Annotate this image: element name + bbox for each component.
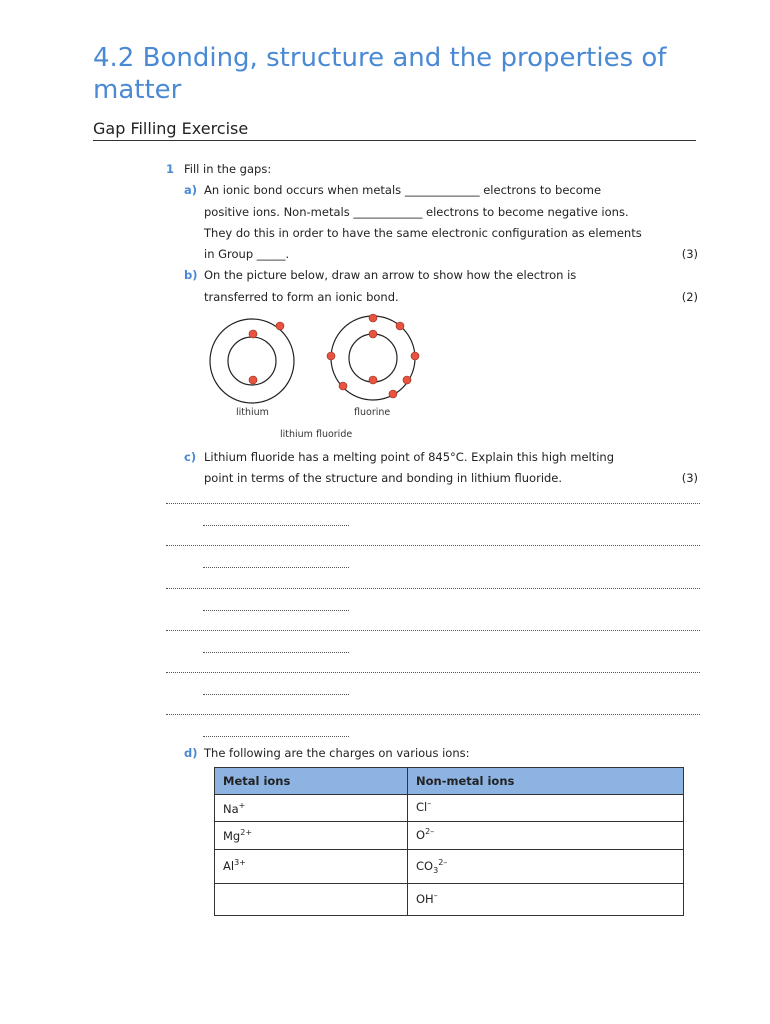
fluorine-label: fluorine xyxy=(354,407,391,418)
lithium-electron xyxy=(249,376,257,384)
non-metal-ion-cell xyxy=(408,822,684,850)
answer-line[interactable] xyxy=(203,736,349,737)
lithium-label: lithium xyxy=(236,407,269,418)
part-b-label: b) xyxy=(184,268,198,282)
lithium-electron xyxy=(249,330,257,338)
ion-symbol: Na xyxy=(223,801,239,816)
part-b-marks: (2) xyxy=(681,290,698,304)
lithium-outer-electron xyxy=(276,322,284,330)
answer-line[interactable] xyxy=(166,630,700,631)
table-row xyxy=(215,884,684,916)
ion-symbol: O xyxy=(416,827,426,842)
part-c-label: c) xyxy=(184,450,197,464)
ion-charges-table xyxy=(214,767,684,916)
fluorine-inner-shell xyxy=(349,334,397,382)
answer-line[interactable] xyxy=(203,694,349,695)
part-d-text: The following are the charges on various ions: xyxy=(204,746,470,760)
fluorine-outer-electron xyxy=(369,314,377,322)
table-header-row xyxy=(215,768,684,795)
part-a-line-1: An ionic bond occurs when metals _____________ electrons to become xyxy=(204,183,602,197)
ion-charge: + xyxy=(238,800,246,810)
ion-symbol: OH xyxy=(416,891,434,906)
part-c-marks: (3) xyxy=(681,471,698,485)
ion-charge: 2– xyxy=(425,826,435,836)
part-c-line-2: point in terms of the structure and bonding in lithium fluoride. xyxy=(204,471,563,485)
header-non-metal-ions: Non-metal ions xyxy=(408,768,684,795)
part-a-line-4: in Group _____. xyxy=(204,247,290,261)
answer-line[interactable] xyxy=(166,545,700,546)
part-b-line-2: transferred to form an ionic bond. xyxy=(204,290,399,304)
part-d-label: d) xyxy=(184,746,198,760)
metal-ion-cell xyxy=(215,795,408,822)
ion-subscript: 3 xyxy=(433,866,439,876)
fluorine-electron xyxy=(369,376,377,384)
header-metal-ions: Metal ions xyxy=(215,768,408,795)
ion-charge: – xyxy=(427,799,432,809)
answer-line[interactable] xyxy=(203,525,349,526)
answer-line[interactable] xyxy=(203,610,349,611)
question-number: 1 xyxy=(166,162,175,176)
metal-ion-cell xyxy=(215,884,408,916)
metal-ion-cell xyxy=(215,850,408,884)
ion-symbol: Cl xyxy=(416,800,428,815)
fluorine-outer-electron xyxy=(411,352,419,360)
answer-line[interactable] xyxy=(166,588,700,589)
ion-symbol: Al xyxy=(223,858,235,873)
answer-line[interactable] xyxy=(166,503,700,504)
answer-line[interactable] xyxy=(203,567,349,568)
non-metal-ion-cell xyxy=(408,884,684,916)
ion-symbol: Mg xyxy=(223,828,241,843)
atom-shells-svg xyxy=(200,310,440,420)
fluorine-outer-electron xyxy=(389,390,397,398)
non-metal-ion-cell xyxy=(408,795,684,822)
part-c-line-1: Lithium fluoride has a melting point of 845°C. Explain this high melting xyxy=(204,450,615,464)
page-title: 4.2 Bonding, structure and the properties of matter xyxy=(93,43,667,105)
table-row xyxy=(215,795,684,822)
fluorine-outer-electron xyxy=(396,322,404,330)
fluorine-outer-electron xyxy=(339,382,347,390)
electron-shell-diagram[interactable] xyxy=(200,310,440,445)
answer-line[interactable] xyxy=(166,672,700,673)
answer-line[interactable] xyxy=(203,652,349,653)
diagram-caption: lithium fluoride xyxy=(280,429,353,440)
ion-charge: 2– xyxy=(438,857,448,867)
section-heading: Gap Filling Exercise xyxy=(93,119,696,141)
table-row xyxy=(215,850,684,884)
part-a-line-3: They do this in order to have the same electronic configuration as elements xyxy=(204,226,642,240)
fluorine-outer-electron xyxy=(403,376,411,384)
ion-charge: 3+ xyxy=(234,858,246,867)
ion-charge: 2+ xyxy=(240,828,253,838)
metal-ion-cell xyxy=(215,822,408,850)
part-a-line-2: positive ions. Non-metals ____________ electrons to become negative ions. xyxy=(204,205,629,219)
part-b-line-1: On the picture below, draw an arrow to show how the electron is xyxy=(204,268,577,282)
part-a-label: a) xyxy=(184,183,198,197)
answer-line[interactable] xyxy=(166,714,700,715)
fluorine-outer-electron xyxy=(327,352,335,360)
fluorine-electron xyxy=(369,330,377,338)
ion-charge: – xyxy=(433,890,438,900)
non-metal-ion-cell xyxy=(408,850,684,884)
part-a-marks: (3) xyxy=(681,247,698,261)
table-row xyxy=(215,822,684,850)
question-prompt: Fill in the gaps: xyxy=(184,162,272,176)
ion-symbol: CO xyxy=(416,858,434,873)
